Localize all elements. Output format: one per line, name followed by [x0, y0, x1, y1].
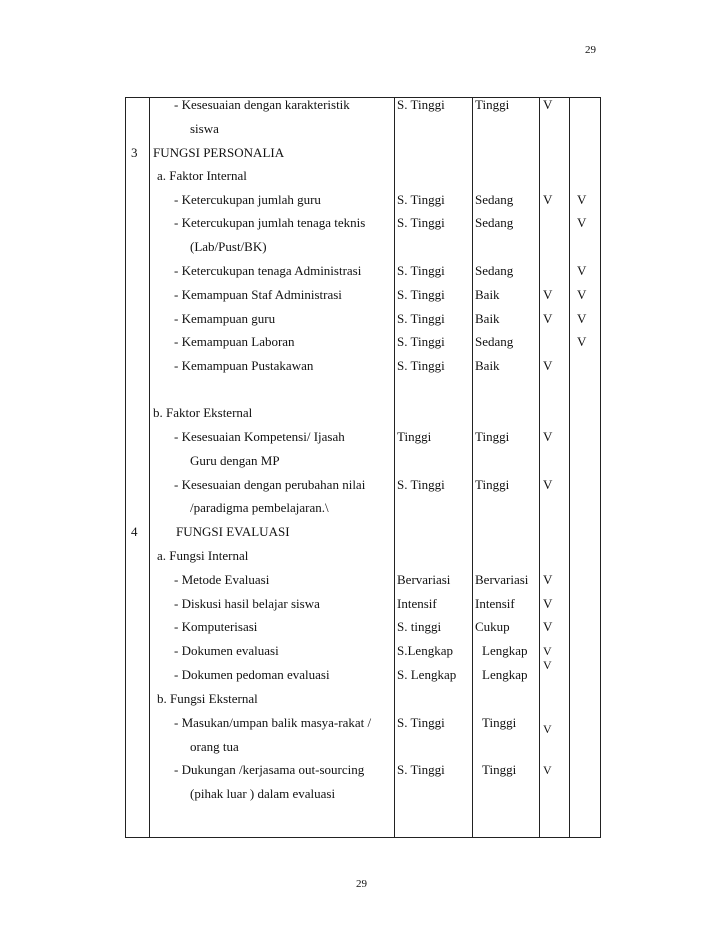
check-mark: V	[543, 644, 552, 658]
criteria-text: - Komputerisasi	[174, 619, 258, 634]
criteria-text: - Ketercukupan jumlah guru	[174, 192, 321, 207]
criteria-text: - Ketercukupan jumlah tenaga teknis	[174, 215, 366, 230]
standard-cell: S. Tinggi	[397, 97, 445, 112]
condition-cell: Lengkap	[482, 667, 528, 682]
standard-cell: S. Tinggi	[397, 715, 445, 730]
criteria-text: - Kemampuan Pustakawan	[174, 358, 314, 373]
criteria-text: /paradigma pembelajaran.\	[190, 500, 329, 515]
criteria-text: - Kesesuaian dengan perubahan nilai	[174, 477, 366, 492]
check-mark: V	[543, 477, 553, 492]
criteria-text: - Kesesuaian dengan karakteristik	[174, 97, 350, 112]
criteria-text: Guru dengan MP	[190, 453, 280, 468]
criteria-text: (pihak luar ) dalam evaluasi	[190, 786, 336, 801]
check-mark: V	[577, 215, 587, 230]
check-mark: V	[543, 287, 553, 302]
check-mark: V	[543, 572, 553, 587]
criteria-text: orang tua	[190, 739, 239, 754]
condition-cell: Lengkap	[482, 643, 528, 658]
condition-cell: Tinggi	[482, 762, 517, 777]
criteria-text: b. Faktor Eksternal	[153, 405, 253, 420]
criteria-text: - Dokumen pedoman evaluasi	[174, 667, 330, 682]
check-mark: V	[543, 192, 553, 207]
condition-cell: Intensif	[475, 596, 515, 611]
check-mark: V	[577, 334, 587, 349]
condition-cell: Cukup	[475, 619, 510, 634]
page-number-top: 29	[585, 44, 596, 56]
check-mark: V	[543, 658, 552, 672]
check-mark: V	[543, 596, 553, 611]
column-divider	[394, 97, 395, 838]
column-divider	[539, 97, 540, 838]
standard-cell: S. tinggi	[397, 619, 442, 634]
check-mark: V	[543, 763, 552, 777]
check-mark: V	[577, 263, 587, 278]
criteria-text: - Dokumen evaluasi	[174, 643, 279, 658]
criteria-text: - Kemampuan Staf Administrasi	[174, 287, 342, 302]
condition-cell: Tinggi	[482, 715, 517, 730]
criteria-text: FUNGSI PERSONALIA	[153, 145, 285, 160]
standard-cell: S.Lengkap	[397, 643, 453, 658]
check-mark: V	[577, 192, 587, 207]
criteria-text: - Kemampuan guru	[174, 311, 276, 326]
condition-cell: Sedang	[475, 215, 514, 230]
condition-cell: Baik	[475, 287, 500, 302]
standard-cell: S. Tinggi	[397, 477, 445, 492]
condition-cell: Sedang	[475, 334, 514, 349]
criteria-text: (Lab/Pust/BK)	[190, 239, 267, 254]
condition-cell: Tinggi	[475, 477, 510, 492]
standard-cell: Bervariasi	[397, 572, 451, 587]
section-number: 4	[131, 524, 138, 539]
check-mark: V	[577, 287, 587, 302]
criteria-text: a. Fungsi Internal	[157, 548, 249, 563]
condition-cell: Tinggi	[475, 429, 510, 444]
check-mark: V	[543, 358, 553, 373]
criteria-text: - Metode Evaluasi	[174, 572, 270, 587]
standard-cell: S. Tinggi	[397, 215, 445, 230]
criteria-text: - Dukungan /kerjasama out-sourcing	[174, 762, 365, 777]
standard-cell: Tinggi	[397, 429, 432, 444]
criteria-text: a. Faktor Internal	[157, 168, 247, 183]
condition-cell: Baik	[475, 311, 500, 326]
standard-cell: S. Tinggi	[397, 287, 445, 302]
condition-cell: Sedang	[475, 192, 514, 207]
column-divider	[569, 97, 570, 838]
standard-cell: S. Tinggi	[397, 334, 445, 349]
condition-cell: Tinggi	[475, 97, 510, 112]
check-mark: V	[543, 429, 553, 444]
criteria-text: siswa	[190, 121, 219, 136]
check-mark: V	[577, 311, 587, 326]
check-mark: V	[543, 311, 553, 326]
criteria-text: - Diskusi hasil belajar siswa	[174, 596, 320, 611]
check-mark: V	[543, 619, 553, 634]
standard-cell: S. Lengkap	[397, 667, 457, 682]
criteria-text: - Kesesuaian Kompetensi/ Ijasah	[174, 429, 345, 444]
criteria-text: b. Fungsi Eksternal	[157, 691, 258, 706]
criteria-text: - Ketercukupan tenaga Administrasi	[174, 263, 362, 278]
column-divider	[149, 97, 150, 838]
standard-cell: Intensif	[397, 596, 437, 611]
standard-cell: S. Tinggi	[397, 192, 445, 207]
standard-cell: S. Tinggi	[397, 263, 445, 278]
check-mark: V	[543, 722, 552, 736]
criteria-text: FUNGSI EVALUASI	[176, 524, 290, 539]
criteria-text: - Masukan/umpan balik masya-rakat /	[174, 715, 372, 730]
standard-cell: S. Tinggi	[397, 762, 445, 777]
standard-cell: S. Tinggi	[397, 358, 445, 373]
condition-cell: Bervariasi	[475, 572, 529, 587]
page-number-bottom: 29	[356, 878, 367, 890]
condition-cell: Sedang	[475, 263, 514, 278]
condition-cell: Baik	[475, 358, 500, 373]
check-mark: V	[543, 97, 553, 112]
criteria-text: - Kemampuan Laboran	[174, 334, 295, 349]
column-divider	[472, 97, 473, 838]
standard-cell: S. Tinggi	[397, 311, 445, 326]
section-number: 3	[131, 145, 138, 160]
